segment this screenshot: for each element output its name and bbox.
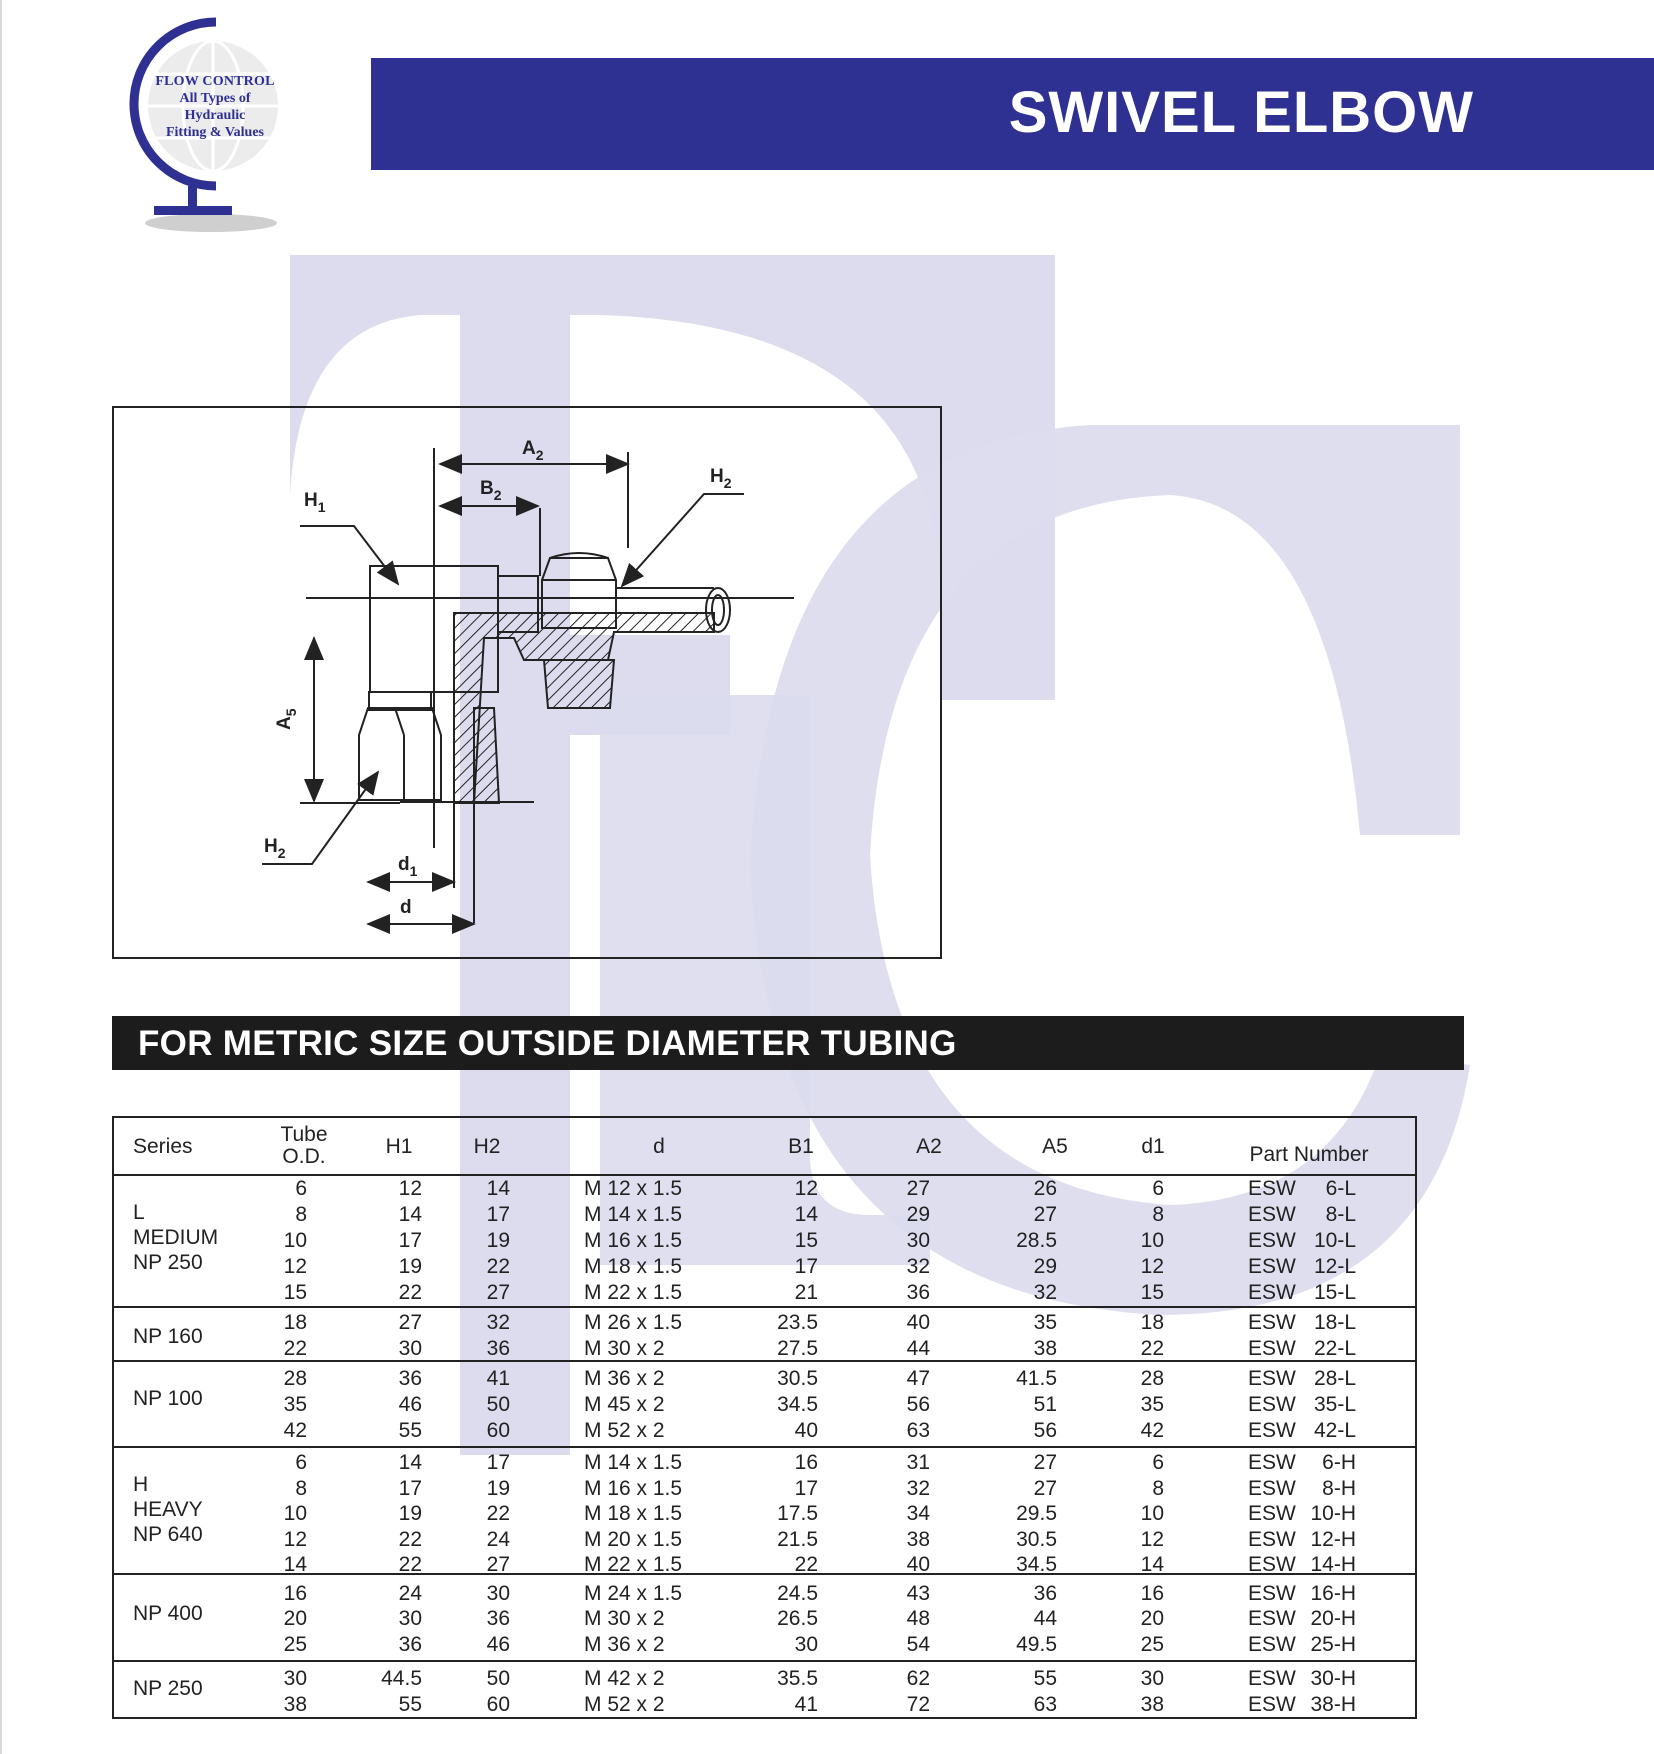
cell-h1: 19 xyxy=(398,1502,422,1525)
cell-h2: 17 xyxy=(486,1451,510,1474)
spec-table xyxy=(112,1116,1417,1719)
cell-h1: 14 xyxy=(398,1203,422,1226)
cell-a5: 35 xyxy=(1033,1311,1057,1334)
label-a5: $A_5$ xyxy=(274,708,299,730)
table-row xyxy=(114,1606,1415,1632)
cell-od: 42 xyxy=(283,1419,307,1442)
cell-od: 18 xyxy=(283,1311,307,1334)
swivel-elbow-drawing xyxy=(114,408,944,961)
cell-a5: 44 xyxy=(1033,1607,1057,1630)
part-number-prefix: ESW xyxy=(1248,1367,1296,1390)
cell-h1: 19 xyxy=(398,1255,422,1278)
cell-a5: 56 xyxy=(1033,1419,1057,1442)
cell-thread: M 30 x 2 xyxy=(584,1607,665,1630)
cell-a5: 41.5 xyxy=(1016,1367,1057,1390)
section-heading-bar xyxy=(112,1016,1464,1070)
series-group xyxy=(114,1575,1415,1662)
cell-h2: 22 xyxy=(486,1255,510,1278)
cell-d1: 22 xyxy=(1140,1337,1164,1360)
cell-h1: 22 xyxy=(398,1553,422,1576)
part-number-suffix: 20-H xyxy=(1310,1607,1356,1630)
cell-b1: 34.5 xyxy=(777,1393,818,1416)
table-header xyxy=(114,1118,1415,1176)
cell-h2: 32 xyxy=(486,1311,510,1334)
series-label-line: NP 250 xyxy=(133,1677,203,1700)
series-label-line: MEDIUM xyxy=(133,1226,219,1249)
cell-thread: M 30 x 2 xyxy=(584,1337,665,1360)
cell-a5: 30.5 xyxy=(1016,1528,1057,1551)
table-row xyxy=(114,1666,1415,1692)
cell-b1: 23.5 xyxy=(777,1311,818,1334)
label-b2: $B_2$ xyxy=(480,478,502,503)
cell-a5: 27 xyxy=(1033,1477,1057,1500)
cell-a2: 72 xyxy=(906,1693,930,1716)
cell-a5: 49.5 xyxy=(1016,1633,1057,1656)
cell-h2: 22 xyxy=(486,1502,510,1525)
cell-h1: 36 xyxy=(398,1633,422,1656)
cell-d1: 25 xyxy=(1140,1633,1164,1656)
cell-a2: 44 xyxy=(906,1337,930,1360)
cell-thread: M 14 x 1.5 xyxy=(584,1451,683,1474)
cell-od: 10 xyxy=(283,1229,307,1252)
cell-h1: 55 xyxy=(398,1419,422,1442)
part-number-suffix: 8-H xyxy=(1322,1477,1356,1500)
cell-b1: 16 xyxy=(794,1451,818,1474)
part-number-suffix: 12-L xyxy=(1313,1255,1356,1278)
cell-thread: M 16 x 1.5 xyxy=(584,1229,683,1252)
label-a2: $A_2$ xyxy=(522,438,544,463)
cell-h2: 19 xyxy=(486,1477,510,1500)
cell-thread: M 18 x 1.5 xyxy=(584,1255,683,1278)
cell-a2: 27 xyxy=(906,1177,930,1200)
cell-d1: 12 xyxy=(1140,1255,1164,1278)
cell-h1: 22 xyxy=(398,1528,422,1551)
cell-b1: 24.5 xyxy=(777,1582,818,1605)
part-number-suffix: 8-L xyxy=(1325,1203,1356,1226)
cell-h2: 27 xyxy=(486,1553,510,1576)
cell-d1: 28 xyxy=(1140,1367,1164,1390)
cell-a2: 62 xyxy=(906,1667,930,1690)
cell-a2: 32 xyxy=(906,1477,930,1500)
part-number-prefix: ESW xyxy=(1248,1502,1296,1525)
cell-b1: 41 xyxy=(794,1693,818,1716)
part-number-prefix: ESW xyxy=(1248,1667,1296,1690)
cell-d1: 42 xyxy=(1140,1419,1164,1442)
cell-thread: M 14 x 1.5 xyxy=(584,1203,683,1226)
cell-b1: 26.5 xyxy=(777,1607,818,1630)
series-group xyxy=(114,1362,1415,1448)
cell-thread: M 52 x 2 xyxy=(584,1693,665,1716)
cell-h1: 30 xyxy=(398,1607,422,1630)
cell-d1: 12 xyxy=(1140,1528,1164,1551)
cell-h1: 36 xyxy=(398,1367,422,1390)
col-h2: H2 xyxy=(473,1135,501,1158)
cell-h1: 17 xyxy=(398,1477,422,1500)
cell-d1: 38 xyxy=(1140,1693,1164,1716)
cell-thread: M 26 x 1.5 xyxy=(584,1311,683,1334)
cell-h2: 50 xyxy=(486,1667,510,1690)
part-number-suffix: 35-L xyxy=(1313,1393,1356,1416)
part-number-suffix: 6-H xyxy=(1322,1451,1356,1474)
table-row xyxy=(114,1581,1415,1607)
cell-od: 10 xyxy=(283,1502,307,1525)
cell-h2: 60 xyxy=(486,1693,510,1716)
cell-thread: M 20 x 1.5 xyxy=(584,1528,683,1551)
logo-text xyxy=(140,74,290,141)
part-number-suffix: 15-L xyxy=(1313,1281,1356,1304)
cell-od: 6 xyxy=(295,1451,307,1474)
cell-h1: 30 xyxy=(398,1337,422,1360)
part-number-prefix: ESW xyxy=(1248,1451,1296,1474)
cell-a2: 36 xyxy=(906,1281,930,1304)
part-number-prefix: ESW xyxy=(1248,1477,1296,1500)
cell-b1: 21.5 xyxy=(777,1528,818,1551)
cell-thread: M 36 x 2 xyxy=(584,1633,665,1656)
cell-a2: 29 xyxy=(906,1203,930,1226)
table-row xyxy=(114,1254,1415,1280)
cell-h1: 44.5 xyxy=(381,1667,422,1690)
cell-b1: 15 xyxy=(794,1229,818,1252)
col-a2: A2 xyxy=(916,1135,942,1158)
cell-a5: 27 xyxy=(1033,1451,1057,1474)
series-label-line: L xyxy=(133,1201,145,1224)
cell-b1: 14 xyxy=(794,1203,818,1226)
cell-od: 20 xyxy=(283,1607,307,1630)
part-number-suffix: 42-L xyxy=(1313,1419,1356,1442)
col-series: Series xyxy=(133,1135,193,1158)
table-row xyxy=(114,1450,1415,1476)
logo-tagline-1: All Types of xyxy=(179,91,251,106)
logo-tagline-3: Fitting & Values xyxy=(165,125,264,140)
cell-h1: 14 xyxy=(398,1451,422,1474)
cell-d1: 8 xyxy=(1152,1203,1164,1226)
series-group xyxy=(114,1662,1415,1719)
cell-h2: 46 xyxy=(486,1633,510,1656)
table-row xyxy=(114,1632,1415,1658)
cell-b1: 21 xyxy=(794,1281,818,1304)
col-tube-od xyxy=(264,1124,344,1168)
table-row xyxy=(114,1392,1415,1418)
label-h2-bottom: $H_2$ xyxy=(264,836,286,861)
series-label-line: H xyxy=(133,1473,149,1496)
cell-a2: 56 xyxy=(906,1393,930,1416)
cell-b1: 12 xyxy=(794,1177,818,1200)
cell-d1: 30 xyxy=(1140,1667,1164,1690)
cell-a2: 63 xyxy=(906,1419,930,1442)
cell-thread: M 42 x 2 xyxy=(584,1667,665,1690)
cell-d1: 20 xyxy=(1140,1607,1164,1630)
cell-od: 15 xyxy=(283,1281,307,1304)
section-title: FOR METRIC SIZE OUTSIDE DIAMETER TUBING xyxy=(138,1024,957,1063)
cell-h2: 14 xyxy=(486,1177,510,1200)
part-number-suffix: 18-L xyxy=(1313,1311,1356,1334)
cell-od: 30 xyxy=(283,1667,307,1690)
cell-h2: 30 xyxy=(486,1582,510,1605)
table-row xyxy=(114,1527,1415,1553)
cell-h1: 24 xyxy=(398,1582,422,1605)
logo-tagline-2: Hydraulic xyxy=(184,108,246,123)
part-number-prefix: ESW xyxy=(1248,1419,1296,1442)
part-number-prefix: ESW xyxy=(1248,1177,1296,1200)
cell-thread: M 52 x 2 xyxy=(584,1419,665,1442)
cell-od: 8 xyxy=(295,1477,307,1500)
cell-a2: 32 xyxy=(906,1255,930,1278)
cell-h2: 36 xyxy=(486,1337,510,1360)
cell-d1: 6 xyxy=(1152,1177,1164,1200)
cell-thread: M 45 x 2 xyxy=(584,1393,665,1416)
cell-thread: M 22 x 1.5 xyxy=(584,1281,683,1304)
label-d: d xyxy=(400,897,412,918)
cell-b1: 27.5 xyxy=(777,1337,818,1360)
cell-b1: 17 xyxy=(794,1255,818,1278)
cell-od: 6 xyxy=(295,1177,307,1200)
cell-d1: 35 xyxy=(1140,1393,1164,1416)
table-row xyxy=(114,1176,1415,1202)
col-tube-od-line1: Tube xyxy=(280,1123,328,1146)
table-row xyxy=(114,1310,1415,1336)
part-number-prefix: ESW xyxy=(1248,1633,1296,1656)
part-number-suffix: 38-H xyxy=(1310,1693,1356,1716)
series-label-line: NP 100 xyxy=(133,1387,203,1410)
cell-a5: 51 xyxy=(1033,1393,1057,1416)
cell-a5: 55 xyxy=(1033,1667,1057,1690)
cell-h2: 41 xyxy=(486,1367,510,1390)
col-h1: H1 xyxy=(385,1135,413,1158)
cell-b1: 35.5 xyxy=(777,1667,818,1690)
part-number-suffix: 14-H xyxy=(1310,1553,1356,1576)
cell-b1: 30.5 xyxy=(777,1367,818,1390)
cell-a5: 34.5 xyxy=(1016,1553,1057,1576)
table-row xyxy=(114,1202,1415,1228)
cell-d1: 18 xyxy=(1140,1311,1164,1334)
part-number-prefix: ESW xyxy=(1248,1229,1296,1252)
cell-h1: 12 xyxy=(398,1177,422,1200)
cell-d1: 6 xyxy=(1152,1451,1164,1474)
cell-a5: 36 xyxy=(1033,1582,1057,1605)
part-number-prefix: ESW xyxy=(1248,1582,1296,1605)
cell-a2: 47 xyxy=(906,1367,930,1390)
cell-b1: 40 xyxy=(794,1419,818,1442)
cell-a2: 38 xyxy=(906,1528,930,1551)
series-label-line: NP 250 xyxy=(133,1251,203,1274)
part-number-prefix: ESW xyxy=(1248,1553,1296,1576)
label-h1: $H_1$ xyxy=(304,490,326,515)
cell-b1: 17 xyxy=(794,1477,818,1500)
cell-thread: M 18 x 1.5 xyxy=(584,1502,683,1525)
series-label-line: NP 640 xyxy=(133,1523,203,1546)
table-row xyxy=(114,1366,1415,1392)
part-number-prefix: ESW xyxy=(1248,1607,1296,1630)
cell-a5: 63 xyxy=(1033,1693,1057,1716)
cell-a5: 29.5 xyxy=(1016,1502,1057,1525)
part-number-suffix: 10-H xyxy=(1310,1502,1356,1525)
cell-d1: 10 xyxy=(1140,1502,1164,1525)
cell-b1: 22 xyxy=(794,1553,818,1576)
cell-a2: 43 xyxy=(906,1582,930,1605)
part-number-suffix: 30-H xyxy=(1310,1667,1356,1690)
part-number-suffix: 16-H xyxy=(1310,1582,1356,1605)
cell-od: 12 xyxy=(283,1528,307,1551)
series-group xyxy=(114,1308,1415,1362)
cell-h1: 27 xyxy=(398,1311,422,1334)
cell-d1: 8 xyxy=(1152,1477,1164,1500)
cell-a5: 26 xyxy=(1033,1177,1057,1200)
cell-a2: 30 xyxy=(906,1229,930,1252)
part-number-suffix: 10-L xyxy=(1313,1229,1356,1252)
part-number-prefix: ESW xyxy=(1248,1528,1296,1551)
cell-a5: 28.5 xyxy=(1016,1229,1057,1252)
table-row xyxy=(114,1501,1415,1527)
part-number-suffix: 28-L xyxy=(1313,1367,1356,1390)
cell-a5: 38 xyxy=(1033,1337,1057,1360)
cell-thread: M 36 x 2 xyxy=(584,1367,665,1390)
cell-od: 16 xyxy=(283,1582,307,1605)
table-row xyxy=(114,1418,1415,1444)
part-number-prefix: ESW xyxy=(1248,1337,1296,1360)
cell-a2: 54 xyxy=(906,1633,930,1656)
cell-d1: 16 xyxy=(1140,1582,1164,1605)
col-b1: B1 xyxy=(788,1135,814,1158)
col-a5: A5 xyxy=(1042,1135,1068,1158)
cell-h2: 24 xyxy=(486,1528,510,1551)
series-label-line: NP 160 xyxy=(133,1325,203,1348)
col-d: d xyxy=(653,1135,665,1158)
part-number-suffix: 22-L xyxy=(1313,1337,1356,1360)
cell-d1: 14 xyxy=(1140,1553,1164,1576)
technical-diagram xyxy=(112,406,942,959)
part-number-suffix: 25-H xyxy=(1310,1633,1356,1656)
cell-d1: 10 xyxy=(1140,1229,1164,1252)
page-edge xyxy=(0,0,2,1754)
col-tube-od-line2: O.D. xyxy=(282,1145,326,1168)
cell-h1: 46 xyxy=(398,1393,422,1416)
cell-thread: M 12 x 1.5 xyxy=(584,1177,683,1200)
part-number-prefix: ESW xyxy=(1248,1693,1296,1716)
table-row xyxy=(114,1228,1415,1254)
title-banner xyxy=(371,58,1654,170)
cell-d1: 15 xyxy=(1140,1281,1164,1304)
part-number-prefix: ESW xyxy=(1248,1255,1296,1278)
series-group xyxy=(114,1448,1415,1575)
cell-thread: M 22 x 1.5 xyxy=(584,1553,683,1576)
series-label-line: NP 400 xyxy=(133,1602,203,1625)
cell-a2: 40 xyxy=(906,1311,930,1334)
cell-od: 12 xyxy=(283,1255,307,1278)
cell-h1: 55 xyxy=(398,1693,422,1716)
cell-thread: M 16 x 1.5 xyxy=(584,1477,683,1500)
cell-od: 28 xyxy=(283,1367,307,1390)
table-row xyxy=(114,1476,1415,1502)
cell-a5: 29 xyxy=(1033,1255,1057,1278)
part-number-prefix: ESW xyxy=(1248,1393,1296,1416)
label-d1: $d_1$ xyxy=(398,854,418,879)
table-row xyxy=(114,1280,1415,1306)
cell-h1: 17 xyxy=(398,1229,422,1252)
part-number-prefix: ESW xyxy=(1248,1311,1296,1334)
cell-a5: 32 xyxy=(1033,1281,1057,1304)
cell-thread: M 24 x 1.5 xyxy=(584,1582,683,1605)
cell-h2: 36 xyxy=(486,1607,510,1630)
col-part-number: Part Number xyxy=(1249,1143,1369,1166)
cell-od: 8 xyxy=(295,1203,307,1226)
table-row xyxy=(114,1336,1415,1362)
cell-od: 25 xyxy=(283,1633,307,1656)
cell-h2: 17 xyxy=(486,1203,510,1226)
cell-od: 38 xyxy=(283,1693,307,1716)
col-d1: d1 xyxy=(1141,1135,1165,1158)
label-h2-top: $H_2$ xyxy=(710,466,732,491)
cell-h2: 27 xyxy=(486,1281,510,1304)
cell-b1: 17.5 xyxy=(777,1502,818,1525)
series-label-line: HEAVY xyxy=(133,1498,203,1521)
cell-b1: 30 xyxy=(794,1633,818,1656)
table-row xyxy=(114,1692,1415,1718)
cell-a5: 27 xyxy=(1033,1203,1057,1226)
series-group xyxy=(114,1174,1415,1308)
cell-a2: 48 xyxy=(906,1607,930,1630)
part-number-prefix: ESW xyxy=(1248,1281,1296,1304)
cell-a2: 31 xyxy=(906,1451,930,1474)
cell-od: 14 xyxy=(283,1553,307,1576)
cell-a2: 40 xyxy=(906,1553,930,1576)
cell-h1: 22 xyxy=(398,1281,422,1304)
cell-a2: 34 xyxy=(906,1502,930,1525)
part-number-suffix: 12-H xyxy=(1310,1528,1356,1551)
cell-h2: 50 xyxy=(486,1393,510,1416)
logo-brand: FLOW CONTROL xyxy=(155,74,275,89)
cell-od: 22 xyxy=(283,1337,307,1360)
cell-h2: 19 xyxy=(486,1229,510,1252)
part-number-prefix: ESW xyxy=(1248,1203,1296,1226)
cell-h2: 60 xyxy=(486,1419,510,1442)
part-number-suffix: 6-L xyxy=(1325,1177,1356,1200)
page-title: SWIVEL ELBOW xyxy=(1008,80,1474,145)
cell-od: 35 xyxy=(283,1393,307,1416)
